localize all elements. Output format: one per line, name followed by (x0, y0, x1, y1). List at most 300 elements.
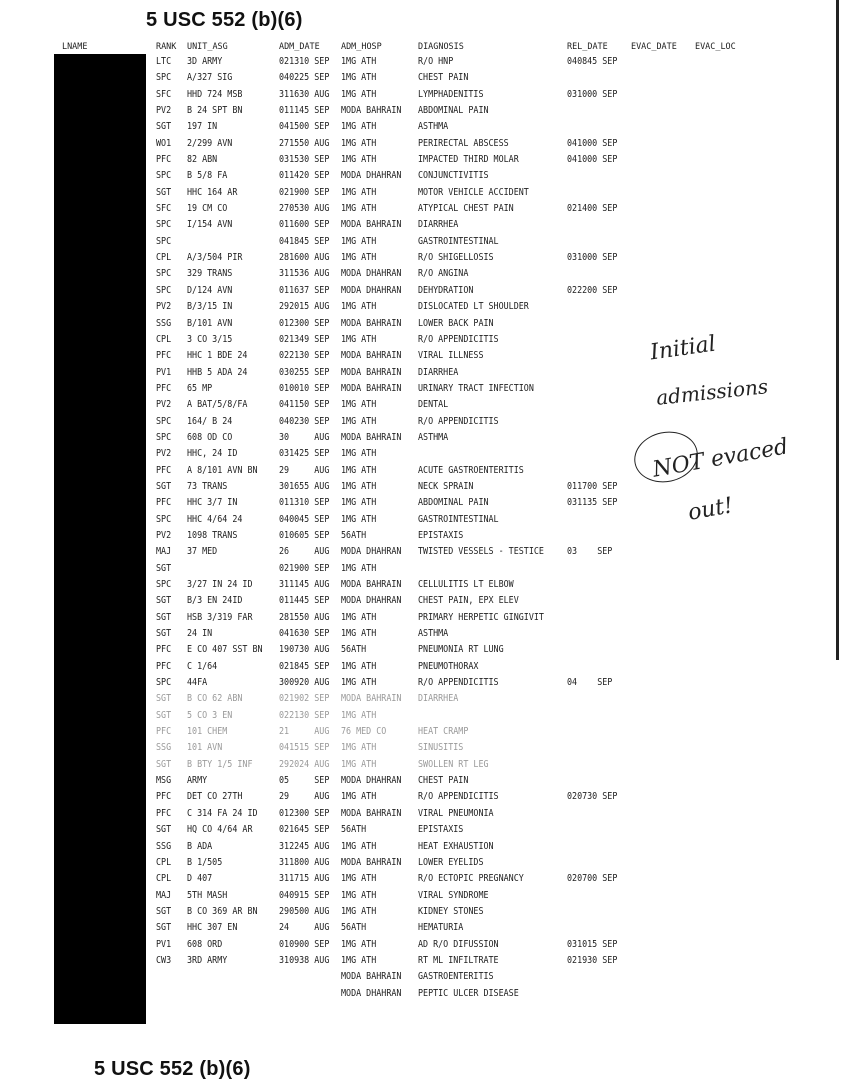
diagnosis-cell: R/O APPENDICITIS (418, 333, 499, 345)
rel-date-cell: 041000 SEP (567, 137, 618, 149)
table-row (0, 201, 850, 217)
adm-date-cell: 021645 SEP (279, 824, 330, 836)
table-row (0, 283, 850, 299)
header-rank: RANK (156, 41, 177, 52)
adm-date-cell: 271550 AUG (279, 137, 330, 149)
header-evac-loc: EVAC_LOC (695, 41, 736, 52)
adm-date-cell: 010900 SEP (279, 938, 330, 950)
diagnosis-cell: DIARRHEA (418, 219, 459, 231)
rank-cell: SGT (156, 480, 172, 492)
diagnosis-cell: GASTROINTESTINAL (418, 235, 499, 247)
diagnosis-cell: TWISTED VESSELS - TESTICE (418, 546, 544, 558)
unit-cell: 2/299 AVN (187, 137, 233, 149)
rank-cell: SGT (156, 595, 172, 607)
unit-cell: 3 CO 3/15 (187, 333, 233, 345)
unit-cell: B BTY 1/5 INF (187, 758, 253, 770)
adm-date-cell: 041845 SEP (279, 235, 330, 247)
adm-hosp-cell: 1MG ATH (341, 235, 377, 247)
diagnosis-cell: R/O SHIGELLOSIS (418, 252, 494, 264)
diagnosis-cell: EPISTAXIS (418, 529, 464, 541)
header-adm-hosp: ADM_HOSP (341, 41, 382, 52)
unit-cell: A BAT/5/8/FA (187, 399, 248, 411)
rank-cell: SGT (156, 562, 172, 574)
adm-hosp-cell: 1MG ATH (341, 56, 377, 67)
rank-cell: SGT (156, 611, 172, 623)
diagnosis-cell: KIDNEY STONES (418, 905, 484, 917)
adm-date-cell: 012300 SEP (279, 807, 330, 819)
rel-date-cell: 031015 SEP (567, 938, 618, 950)
unit-cell: HHB 5 ADA 24 (187, 366, 248, 378)
header-rel-date: REL_DATE (567, 41, 608, 52)
unit-cell: HHC 3/7 IN (187, 497, 238, 509)
table-row (0, 691, 850, 707)
adm-date-cell: 21 AUG (279, 726, 330, 738)
table-row (0, 871, 850, 887)
table-row (0, 136, 850, 152)
rank-cell: MSG (156, 775, 172, 787)
adm-hosp-cell: 1MG ATH (341, 709, 377, 721)
adm-date-cell: 031425 SEP (279, 448, 330, 460)
table-row (0, 479, 850, 495)
rank-cell: MAJ (156, 889, 172, 901)
adm-date-cell: 301655 AUG (279, 480, 330, 492)
diagnosis-cell: SINUSITIS (418, 742, 464, 754)
adm-date-cell: 011445 SEP (279, 595, 330, 607)
unit-cell: D 407 (187, 873, 213, 885)
diagnosis-cell: ASTHMA (418, 121, 449, 133)
table-row (0, 969, 850, 985)
header-diagnosis: DIAGNOSIS (418, 41, 464, 52)
handwritten-note-line4: out! (686, 493, 735, 526)
adm-date-cell: 011637 SEP (279, 284, 330, 296)
rank-cell: PV2 (156, 529, 172, 541)
adm-date-cell: 290500 AUG (279, 905, 330, 917)
rank-cell: LTC (156, 56, 172, 67)
rank-cell: PFC (156, 154, 172, 166)
diagnosis-cell: LOWER BACK PAIN (418, 317, 494, 329)
adm-hosp-cell: MODA BAHRAIN (341, 693, 402, 705)
adm-hosp-cell: MODA BAHRAIN (341, 366, 402, 378)
adm-hosp-cell: MODA BAHRAIN (341, 579, 402, 590)
rank-cell: SPC (156, 170, 172, 182)
adm-hosp-cell: MODA DHAHRAN (341, 268, 402, 280)
rank-cell: PFC (156, 644, 172, 656)
adm-hosp-cell: MODA DHAHRAN (341, 546, 402, 558)
adm-hosp-cell: 1MG ATH (341, 137, 377, 149)
rank-cell: SPC (156, 513, 172, 525)
diagnosis-cell: DIARRHEA (418, 693, 459, 705)
table-row (0, 773, 850, 789)
adm-date-cell: 010010 SEP (279, 382, 330, 394)
adm-hosp-cell: 1MG ATH (341, 628, 377, 640)
rank-cell: SSG (156, 317, 172, 329)
unit-cell: 37 MED (187, 546, 218, 558)
rank-cell: SGT (156, 758, 172, 770)
diagnosis-cell: CHEST PAIN (418, 72, 469, 84)
rank-cell: PFC (156, 464, 172, 476)
rank-cell: SPC (156, 431, 172, 443)
rank-cell: SPC (156, 268, 172, 280)
adm-date-cell: 29 AUG (279, 464, 330, 476)
adm-hosp-cell: MODA BAHRAIN (341, 105, 402, 117)
adm-date-cell: 030255 SEP (279, 366, 330, 378)
table-row (0, 561, 850, 577)
diagnosis-cell: R/O APPENDICITIS (418, 415, 499, 427)
adm-date-cell: 022130 SEP (279, 350, 330, 362)
table-row (0, 740, 850, 756)
adm-hosp-cell: 1MG ATH (341, 954, 377, 966)
table-row (0, 953, 850, 969)
adm-hosp-cell: 1MG ATH (341, 333, 377, 345)
unit-cell: I/154 AVN (187, 219, 233, 231)
unit-cell: B/3/15 IN (187, 301, 233, 313)
adm-date-cell: 012300 SEP (279, 317, 330, 329)
rank-cell: SGT (156, 709, 172, 721)
diagnosis-cell: AD R/O DIFUSSION (418, 938, 499, 950)
adm-hosp-cell: 1MG ATH (341, 497, 377, 509)
diagnosis-cell: PEPTIC ULCER DISEASE (418, 987, 519, 999)
diagnosis-cell: VIRAL ILLNESS (418, 350, 484, 362)
diagnosis-cell: ASTHMA (418, 628, 449, 640)
adm-hosp-cell: MODA DHAHRAN (341, 775, 402, 787)
rel-date-cell: 021930 SEP (567, 954, 618, 966)
adm-date-cell: 040915 SEP (279, 889, 330, 901)
unit-cell: 164/ B 24 (187, 415, 233, 427)
table-row (0, 87, 850, 103)
adm-date-cell: 300920 AUG (279, 677, 330, 689)
diagnosis-cell: DISLOCATED LT SHOULDER (418, 301, 529, 313)
header-adm-date: ADM_DATE (279, 41, 320, 52)
unit-cell: HHC 164 AR (187, 186, 238, 198)
unit-cell: A/327 SIG (187, 72, 233, 84)
adm-date-cell: 270530 AUG (279, 203, 330, 215)
adm-date-cell: 310938 AUG (279, 954, 330, 966)
adm-date-cell: 021900 SEP (279, 562, 330, 574)
rank-cell: SGT (156, 628, 172, 640)
unit-cell: HSB 3/319 FAR (187, 611, 253, 623)
unit-cell: B CO 62 ABN (187, 693, 243, 705)
table-row (0, 593, 850, 609)
rank-cell: SPC (156, 235, 172, 247)
diagnosis-cell: HEAT EXHAUSTION (418, 840, 494, 852)
unit-cell: B ADA (187, 840, 213, 852)
adm-date-cell: 311536 AUG (279, 268, 330, 280)
adm-date-cell: 021845 SEP (279, 660, 330, 672)
rank-cell: WO1 (156, 137, 172, 149)
table-row (0, 54, 850, 70)
diagnosis-cell: CELLULITIS LT ELBOW (418, 579, 514, 590)
unit-cell: 82 ABN (187, 154, 218, 166)
table-row (0, 103, 850, 119)
diagnosis-cell: LYMPHADENITIS (418, 88, 484, 100)
table-row (0, 348, 850, 364)
adm-date-cell: 021900 SEP (279, 186, 330, 198)
adm-hosp-cell: 1MG ATH (341, 660, 377, 672)
unit-cell: HHC 1 BDE 24 (187, 350, 248, 362)
header-lname: LNAME (62, 41, 88, 52)
unit-cell: HHC, 24 ID (187, 448, 238, 460)
unit-cell: HHC 307 EN (187, 922, 238, 934)
rel-date-cell: 031000 SEP (567, 88, 618, 100)
rel-date-cell: 021400 SEP (567, 203, 618, 215)
unit-cell: DET CO 27TH (187, 791, 243, 803)
adm-hosp-cell: 56ATH (341, 824, 367, 836)
rank-cell: MAJ (156, 546, 172, 558)
rank-cell: PFC (156, 660, 172, 672)
adm-hosp-cell: 1MG ATH (341, 186, 377, 198)
adm-hosp-cell: 1MG ATH (341, 480, 377, 492)
rank-cell: SFC (156, 203, 172, 215)
adm-hosp-cell: 56ATH (341, 922, 367, 934)
table-row (0, 920, 850, 936)
diagnosis-cell: ASTHMA (418, 431, 449, 443)
diagnosis-cell: CONJUNCTIVITIS (418, 170, 489, 182)
adm-hosp-cell: 1MG ATH (341, 791, 377, 803)
unit-cell: 73 TRANS (187, 480, 228, 492)
adm-hosp-cell: 1MG ATH (341, 513, 377, 525)
table-row (0, 855, 850, 871)
rel-date-cell: 03 SEP (567, 546, 613, 558)
records-table (0, 54, 850, 1002)
rel-date-cell: 031000 SEP (567, 252, 618, 264)
rel-date-cell: 031135 SEP (567, 497, 618, 509)
table-row (0, 544, 850, 560)
table-row (0, 675, 850, 691)
diagnosis-cell: ABDOMINAL PAIN (418, 497, 489, 509)
table-row (0, 986, 850, 1002)
diagnosis-cell: DENTAL (418, 399, 449, 411)
table-row (0, 119, 850, 135)
unit-cell: E CO 407 SST BN (187, 644, 263, 656)
adm-hosp-cell: MODA DHAHRAN (341, 284, 402, 296)
table-row (0, 70, 850, 86)
diagnosis-cell: R/O ANGINA (418, 268, 469, 280)
adm-date-cell: 311630 AUG (279, 88, 330, 100)
unit-cell: 197 IN (187, 121, 218, 133)
rank-cell: PV1 (156, 938, 172, 950)
rank-cell: PV1 (156, 366, 172, 378)
adm-date-cell: 281600 AUG (279, 252, 330, 264)
diagnosis-cell: SWOLLEN RT LEG (418, 758, 489, 770)
adm-hosp-cell: 1MG ATH (341, 905, 377, 917)
table-row (0, 316, 850, 332)
rank-cell: PV2 (156, 448, 172, 460)
rel-date-cell: 04 SEP (567, 677, 613, 689)
adm-date-cell: 190730 AUG (279, 644, 330, 656)
adm-hosp-cell: 1MG ATH (341, 448, 377, 460)
diagnosis-cell: ABDOMINAL PAIN (418, 105, 489, 117)
rank-cell: SGT (156, 922, 172, 934)
adm-hosp-cell: 1MG ATH (341, 399, 377, 411)
unit-cell: A 8/101 AVN BN (187, 464, 258, 476)
rel-date-cell: 041000 SEP (567, 154, 618, 166)
rank-cell: PFC (156, 807, 172, 819)
diagnosis-cell: PRIMARY HERPETIC GINGIVIT (418, 611, 544, 623)
unit-cell: B/101 AVN (187, 317, 233, 329)
adm-hosp-cell: 1MG ATH (341, 88, 377, 100)
diagnosis-cell: VIRAL SYNDROME (418, 889, 489, 901)
adm-date-cell: 041150 SEP (279, 399, 330, 411)
adm-date-cell: 041500 SEP (279, 121, 330, 133)
rank-cell: PFC (156, 791, 172, 803)
adm-hosp-cell: 1MG ATH (341, 742, 377, 754)
adm-date-cell: 041515 SEP (279, 742, 330, 754)
adm-date-cell: 021310 SEP (279, 56, 330, 67)
unit-cell: 24 IN (187, 628, 213, 640)
unit-cell: 3RD ARMY (187, 954, 228, 966)
rank-cell: SPC (156, 284, 172, 296)
rank-cell: PFC (156, 350, 172, 362)
adm-date-cell: 040230 SEP (279, 415, 330, 427)
rank-cell: CPL (156, 333, 172, 345)
adm-date-cell: 311715 AUG (279, 873, 330, 885)
adm-date-cell: 021349 SEP (279, 333, 330, 345)
rank-cell: SPC (156, 72, 172, 84)
table-row (0, 626, 850, 642)
table-row (0, 789, 850, 805)
adm-date-cell: 24 AUG (279, 922, 330, 934)
diagnosis-cell: CHEST PAIN, EPX ELEV (418, 595, 519, 607)
diagnosis-cell: ACUTE GASTROENTERITIS (418, 464, 524, 476)
adm-date-cell: 311145 AUG (279, 579, 330, 590)
adm-hosp-cell: MODA DHAHRAN (341, 987, 402, 999)
rel-date-cell: 020700 SEP (567, 873, 618, 885)
unit-cell: 3/27 IN 24 ID (187, 579, 253, 590)
adm-hosp-cell: 1MG ATH (341, 758, 377, 770)
table-row (0, 299, 850, 315)
unit-cell: A/3/504 PIR (187, 252, 243, 264)
table-row (0, 168, 850, 184)
rank-cell: SPC (156, 219, 172, 231)
table-row (0, 708, 850, 724)
adm-hosp-cell: 1MG ATH (341, 873, 377, 885)
table-row (0, 266, 850, 282)
unit-cell: B/3 EN 24ID (187, 595, 243, 607)
diagnosis-cell: HEAT CRAMP (418, 726, 469, 738)
diagnosis-cell: MOTOR VEHICLE ACCIDENT (418, 186, 529, 198)
rank-cell: SGT (156, 693, 172, 705)
adm-date-cell: 05 SEP (279, 775, 330, 787)
diagnosis-cell: PERIRECTAL ABSCESS (418, 137, 509, 149)
adm-hosp-cell: 1MG ATH (341, 611, 377, 623)
rel-date-cell: 020730 SEP (567, 791, 618, 803)
adm-hosp-cell: MODA BAHRAIN (341, 807, 402, 819)
adm-hosp-cell: 1MG ATH (341, 154, 377, 166)
table-row (0, 185, 850, 201)
unit-cell: 1098 TRANS (187, 529, 238, 541)
adm-date-cell: 29 AUG (279, 791, 330, 803)
adm-date-cell: 040225 SEP (279, 72, 330, 84)
adm-hosp-cell: MODA BAHRAIN (341, 219, 402, 231)
diagnosis-cell: GASTROINTESTINAL (418, 513, 499, 525)
table-row (0, 822, 850, 838)
table-row (0, 610, 850, 626)
rank-cell: SFC (156, 88, 172, 100)
header-evac-date: EVAC_DATE (631, 41, 677, 52)
adm-date-cell: 010605 SEP (279, 529, 330, 541)
adm-date-cell: 281550 AUG (279, 611, 330, 623)
diagnosis-cell: HEMATURIA (418, 922, 464, 934)
rank-cell: CPL (156, 873, 172, 885)
adm-date-cell: 30 AUG (279, 431, 330, 443)
rank-cell: CW3 (156, 954, 172, 966)
adm-hosp-cell: 1MG ATH (341, 677, 377, 689)
unit-cell: B 1/505 (187, 856, 223, 868)
unit-cell: C 314 FA 24 ID (187, 807, 258, 819)
unit-cell: 19 CM CO (187, 203, 228, 215)
diagnosis-cell: DIARRHEA (418, 366, 459, 378)
rank-cell: SPC (156, 415, 172, 427)
table-row (0, 152, 850, 168)
rank-cell: SGT (156, 905, 172, 917)
diagnosis-cell: ATYPICAL CHEST PAIN (418, 203, 514, 215)
adm-hosp-cell: 76 MED CO (341, 726, 387, 738)
unit-cell: C 1/64 (187, 660, 218, 672)
table-row (0, 904, 850, 920)
rank-cell: SPC (156, 677, 172, 689)
unit-cell: 3D ARMY (187, 56, 223, 67)
table-row (0, 757, 850, 773)
adm-date-cell: 031530 SEP (279, 154, 330, 166)
adm-date-cell: 292024 AUG (279, 758, 330, 770)
table-row (0, 577, 850, 593)
unit-cell: D/124 AVN (187, 284, 233, 296)
adm-date-cell: 011600 SEP (279, 219, 330, 231)
adm-hosp-cell: 1MG ATH (341, 121, 377, 133)
rank-cell: PV2 (156, 399, 172, 411)
table-row (0, 937, 850, 953)
diagnosis-cell: R/O HNP (418, 56, 454, 67)
rank-cell: PFC (156, 382, 172, 394)
adm-hosp-cell: MODA BAHRAIN (341, 971, 402, 983)
adm-hosp-cell: MODA BAHRAIN (341, 350, 402, 362)
table-row (0, 724, 850, 740)
rel-date-cell: 040845 SEP (567, 56, 618, 67)
adm-date-cell: 292015 AUG (279, 301, 330, 313)
unit-cell: B 24 SPT BN (187, 105, 243, 117)
unit-cell: 5 CO 3 EN (187, 709, 233, 721)
adm-date-cell: 040045 SEP (279, 513, 330, 525)
table-row (0, 250, 850, 266)
diagnosis-cell: R/O ECTOPIC PREGNANCY (418, 873, 524, 885)
unit-cell: ARMY (187, 775, 208, 787)
adm-date-cell: 011310 SEP (279, 497, 330, 509)
adm-date-cell: 021902 SEP (279, 693, 330, 705)
unit-cell: B CO 369 AR BN (187, 905, 258, 917)
adm-date-cell: 312245 AUG (279, 840, 330, 852)
unit-cell: HHC 4/64 24 (187, 513, 243, 525)
adm-hosp-cell: MODA BAHRAIN (341, 856, 402, 868)
exemption-label-bottom: 5 USC 552 (b)(6) (94, 1058, 251, 1080)
adm-hosp-cell: 1MG ATH (341, 938, 377, 950)
adm-hosp-cell: 1MG ATH (341, 562, 377, 574)
table-row (0, 430, 850, 446)
diagnosis-cell: R/O APPENDICITIS (418, 791, 499, 803)
adm-hosp-cell: 1MG ATH (341, 203, 377, 215)
table-row (0, 414, 850, 430)
table-row (0, 332, 850, 348)
adm-date-cell: 011420 SEP (279, 170, 330, 182)
rank-cell: SGT (156, 121, 172, 133)
diagnosis-cell: PNEUMONIA RT LUNG (418, 644, 504, 656)
rank-cell: SPC (156, 579, 172, 590)
adm-hosp-cell: 1MG ATH (341, 252, 377, 264)
rank-cell: CPL (156, 856, 172, 868)
unit-cell: 101 AVN (187, 742, 223, 754)
adm-hosp-cell: 1MG ATH (341, 72, 377, 84)
table-row (0, 234, 850, 250)
unit-cell: 608 ORD (187, 938, 223, 950)
